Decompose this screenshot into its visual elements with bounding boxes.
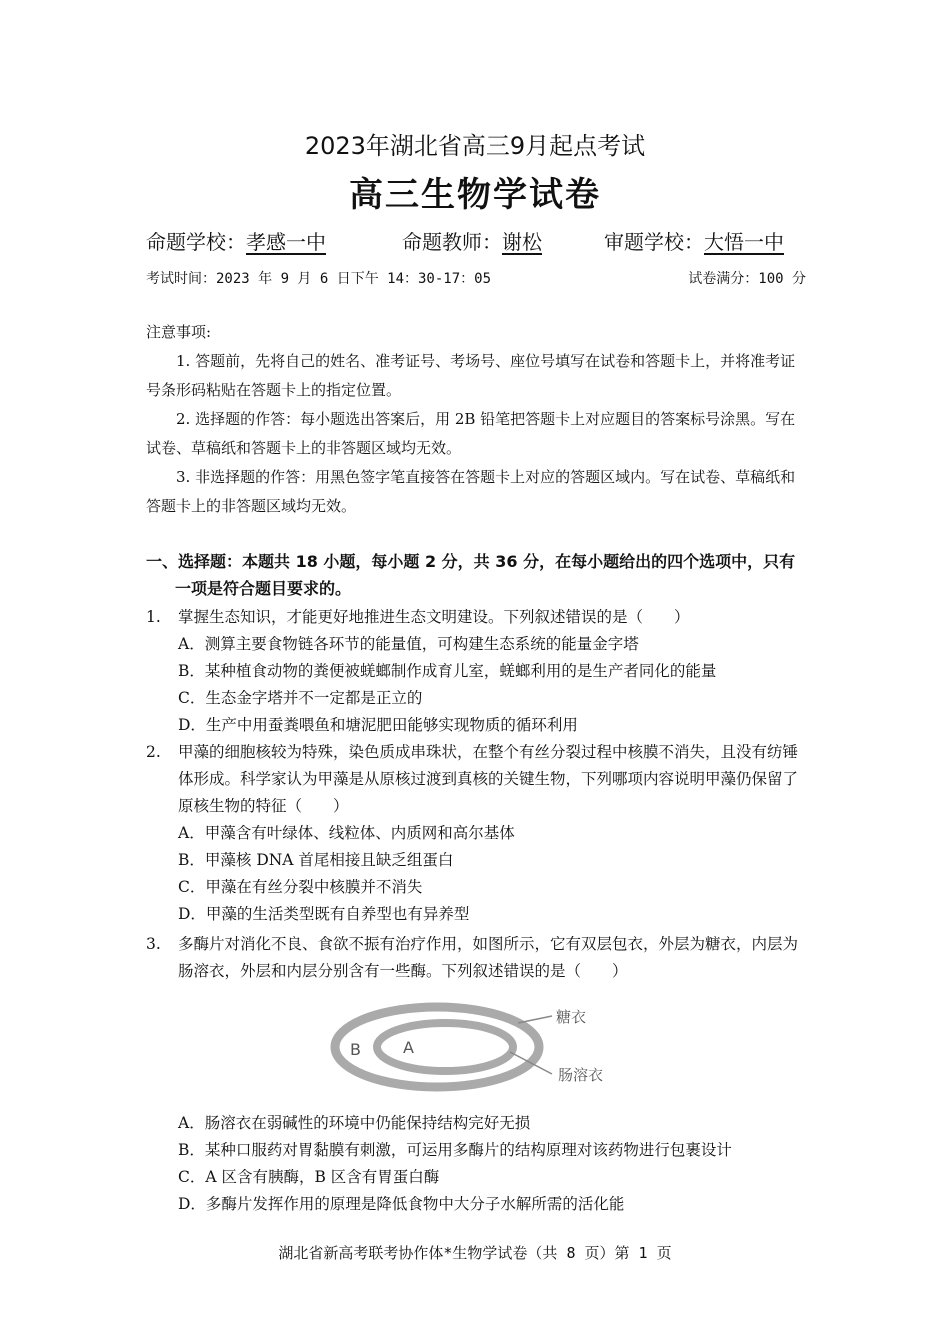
school-label: 命题学校：	[146, 230, 246, 254]
option-b: B．某种植食动物的粪便被蜣螂制作成育儿室，蜣螂利用的是生产者同化的能量	[178, 662, 717, 680]
enteric-coating-label: 肠溶衣	[558, 1066, 604, 1084]
page-footer: 湖北省新高考联考协作体*生物学试卷（共 8 页）第 1 页	[278, 1244, 672, 1262]
option-b: B．某种口服药对胃黏膜有刺激，可运用多酶片的结构原理对该药物进行包裹设计	[178, 1141, 732, 1159]
exam-title: 2023年湖北省高三9月起点考试	[304, 132, 646, 160]
option-d: D．甲藻的生活类型既有自养型也有异养型	[178, 905, 470, 923]
teacher-label: 命题教师：	[402, 230, 502, 254]
review-school: 大悟一中	[704, 230, 784, 254]
notice-item: 2. 选择题的作答：每小题选出答案后，用 2B 铅笔把答题卡上对应题目的答案标号涂黑。写在试卷、草稿纸和答题卡上的非答题区域均无效。	[146, 410, 796, 457]
outer-coating-ring	[335, 1007, 539, 1087]
question-number: 3.	[146, 935, 161, 953]
leader-line-outer	[518, 1016, 552, 1023]
question-stem: 掌握生态知识，才能更好地推进生态文明建设。下列叙述错误的是（ ）	[178, 608, 690, 626]
question-3	[146, 931, 810, 985]
question-2	[146, 739, 810, 928]
region-a-label: A	[403, 1038, 414, 1057]
question-3-options	[146, 1110, 810, 1218]
sugar-coating-label: 糖衣	[556, 1008, 587, 1026]
region-b-label: B	[350, 1040, 361, 1059]
option-c: C．A 区含有胰酶，B 区含有胃蛋白酶	[178, 1168, 440, 1186]
question-number: 2.	[146, 743, 161, 761]
paper-title: 高三生物学试卷	[349, 175, 601, 215]
option-c: C．生态金字塔并不一定都是正立的	[178, 689, 423, 707]
teacher-name: 谢松	[502, 230, 542, 254]
exam-score: 试卷满分：100 分	[688, 271, 806, 287]
option-a: A．测算主要食物链各环节的能量值，可构建生态系统的能量金字塔	[178, 635, 639, 653]
notice-block	[146, 318, 810, 521]
notice-item: 1. 答题前，先将自己的姓名、准考证号、考场号、座位号填写在试卷和答题卡上，并将准考证号条形码粘贴在答题卡上的指定位置。	[146, 352, 796, 399]
question-1	[146, 604, 810, 739]
option-d: D．多酶片发挥作用的原理是降低食物中大分子水解所需的活化能	[178, 1195, 625, 1213]
option-a: A．甲藻含有叶绿体、线粒体、内质网和高尔基体	[178, 824, 515, 842]
option-a: A．肠溶衣在弱碱性的环境中仍能保持结构完好无损	[178, 1114, 531, 1132]
notice-title: 注意事项:	[146, 323, 212, 341]
option-d: D．生产中用蚕粪喂鱼和塘泥肥田能够实现物质的循环利用	[178, 716, 578, 734]
inner-coating-ring	[377, 1023, 513, 1071]
question-number: 1.	[146, 608, 161, 626]
author-info	[146, 226, 806, 256]
exam-meta	[146, 268, 806, 288]
review-label: 审题学校：	[604, 230, 704, 254]
school-name: 孝感一中	[246, 230, 326, 254]
option-c: C．甲藻在有丝分裂中核膜并不消失	[178, 878, 423, 896]
enzyme-tablet-diagram	[330, 1000, 630, 1095]
option-b: B．甲藻核 DNA 首尾相接且缺乏组蛋白	[178, 851, 454, 869]
question-stem: 甲藻的细胞核较为特殊，染色质成串珠状，在整个有丝分裂过程中核膜不消失，且没有纺锤体形成。科学家认为甲藻是从原核过渡到真核的关键生物，下列哪项内容说明甲藻仍保留了原核生物的特征（ ）	[178, 743, 799, 815]
question-stem: 多酶片对消化不良、食欲不振有治疗作用，如图所示，它有双层包衣，外层为糖衣，内层为肠溶衣，外层和内层分别含有一些酶。下列叙述错误的是（ ）	[178, 935, 799, 980]
exam-time: 考试时间：2023 年 9 月 6 日下午 14：30-17：05	[146, 271, 492, 287]
section-heading: 一、选择题：本题共 18 小题，每小题 2 分，共 36 分，在每小题给出的四个选项中，只有一项是符合题目要求的。	[146, 552, 796, 598]
notice-item: 3. 非选择题的作答：用黑色签字笔直接答在答题卡上对应的答题区域内。写在试卷、草稿纸和答题卡上的非答题区域均无效。	[146, 468, 796, 515]
